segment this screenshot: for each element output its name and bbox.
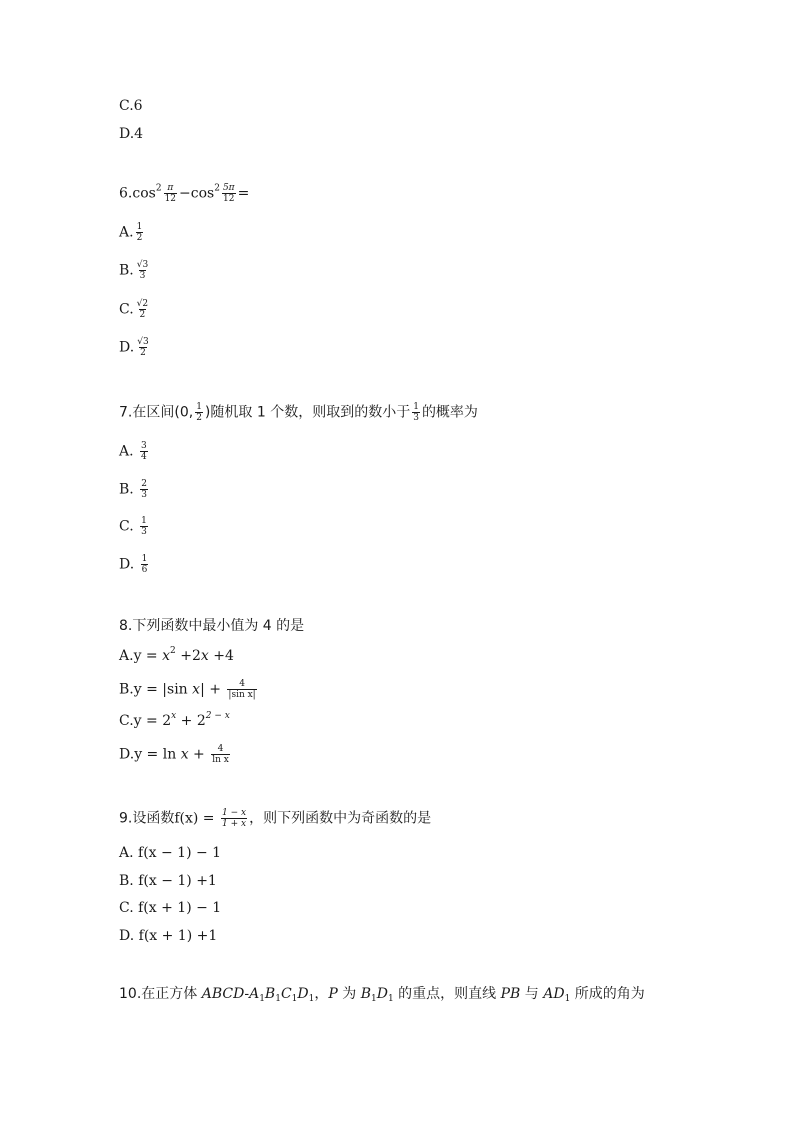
q7-option-a: A. $\frac{3}{4}$ [119, 441, 147, 462]
q6-exp-2: 2 [214, 183, 220, 194]
q7-frac-third: $\frac{1}{3}$ [413, 402, 419, 423]
q7-frac-half: $\frac{1}{2}$ [196, 402, 202, 423]
q9-option-b: B. f(x − 1) +1 [119, 873, 217, 889]
q8-option-c: $C.y = 2^x + 2^{2 - x}$ [119, 711, 230, 729]
q7-option-c: C. $\frac{1}{3}$ [119, 516, 147, 537]
q6-option-c: C. $\frac{√2}{2}$ [119, 299, 149, 320]
q8-stem: 8.下列函数中最小值为 4 的是 [119, 618, 305, 634]
q7-b-fraction: $\frac{2}{3}$ [141, 479, 147, 500]
q9-fraction: $\frac{1 - x}{1 + x}$ [222, 808, 247, 829]
q8-d-fraction: $\frac{4}{\text{ln x}}$ [212, 744, 229, 765]
q9-option-c: C. f(x + 1) − 1 [119, 900, 222, 916]
q7-a-fraction: $\frac{3}{4}$ [141, 441, 147, 462]
q6-option-a: A. $\frac{1}{2}$ [119, 222, 143, 243]
q8-option-a: $A.y = x^2 +2x +4$ [119, 646, 234, 664]
q7-d-fraction: $\frac{1}{6}$ [141, 554, 148, 575]
q6-minus: − [179, 185, 191, 202]
q6-frac-5pi12: $\frac{5\pi}{12}$ [222, 183, 235, 204]
q6-option-b: B. $\frac{√3}{3}$ [119, 260, 149, 281]
q10-stem: 10.在正方体 ABCD-$A_1B_1C_1D_1$，P 为 $B_1D_1$ 的重点，则直线 PB 与 $AD_1$ 所成的角为 [119, 986, 645, 1004]
q6-d-fraction: $\frac{√3}{2}$ [137, 337, 149, 358]
q6-c-fraction: $\frac{√2}{2}$ [136, 299, 149, 320]
q6-equals: = [237, 185, 250, 202]
q6-cos-2: cos [190, 185, 215, 202]
q9-option-d: D. f(x + 1) +1 [119, 928, 218, 944]
q6-number: 6. [119, 185, 133, 202]
q5-option-d: D.4 [119, 126, 144, 142]
q7-stem: 7.在区间(0, $\frac{1}{2}$ )随机取 1 个数，则取到的数小于 $\frac{1}{3}$ 的概率为 [119, 402, 478, 423]
q6-a-fraction: $\frac{1}{2}$ [136, 222, 143, 243]
q7-option-b: B. $\frac{2}{3}$ [119, 479, 147, 500]
q9-stem: 9.设函数f(x) = $\frac{1 - x}{1 + x}$ ，则下列函数中为奇函数的是 [119, 808, 432, 829]
q6-b-fraction: $\frac{√3}{3}$ [136, 260, 149, 281]
q8-option-d: D.y = ln x + $\frac{4}{\text{ln x}}$ [119, 744, 229, 765]
q6-cos-1: cos [132, 185, 156, 202]
q6-option-d: D. $\frac{√3}{2}$ [119, 337, 149, 358]
q9-option-a: A. f(x − 1) − 1 [119, 845, 222, 861]
q7-c-fraction: $\frac{1}{3}$ [141, 516, 147, 537]
q5-option-c: C.6 [119, 98, 143, 114]
q6-stem [119, 183, 249, 204]
q6-exp-1: 2 [155, 183, 162, 194]
q8-option-b: B.y = |sin x| + $\frac{4}{\text{|sin x|}}$ [119, 679, 256, 700]
q7-option-d: D. $\frac{1}{6}$ [119, 554, 148, 575]
q8-b-fraction: $\frac{4}{\text{|sin x|}}$ [228, 679, 256, 700]
q6-frac-pi12: $\frac{\pi}{12}$ [164, 183, 177, 204]
